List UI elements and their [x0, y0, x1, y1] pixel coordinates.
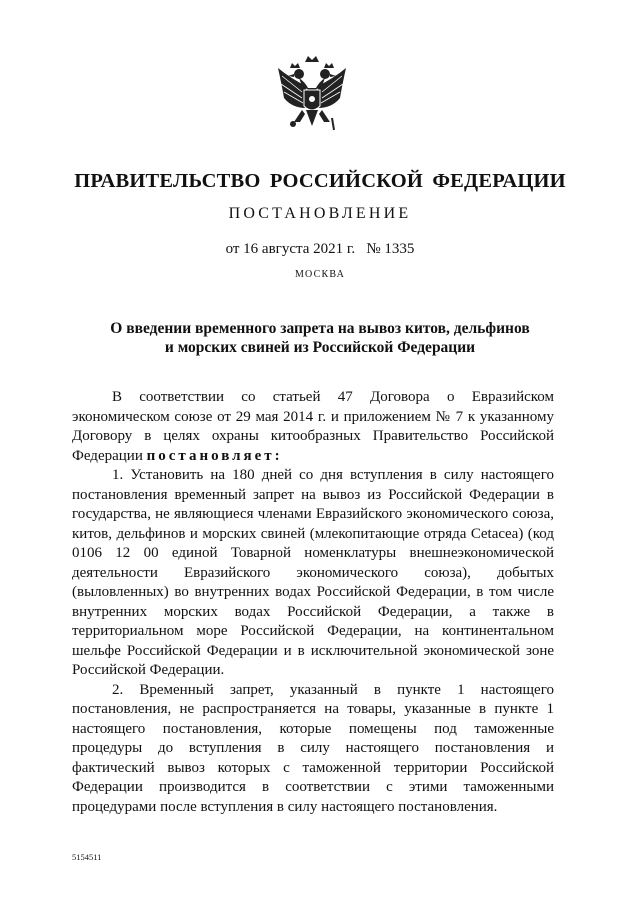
decree-word: постановляет: — [146, 447, 283, 464]
document-body — [72, 388, 554, 817]
document-code: 5154511 — [72, 852, 102, 862]
document-type: ПОСТАНОВЛЕНИЕ — [228, 205, 412, 222]
title-line-1: О введении временного запрета на вывоз китов, дельфинов — [110, 320, 530, 337]
document-date: от 16 августа 2021 г. — [225, 241, 356, 257]
organization-name: ПРАВИТЕЛЬСТВО РОССИЙСКОЙ ФЕДЕРАЦИИ — [74, 170, 566, 192]
item-1-paragraph: 1. Установить на 180 дней со дня вступления в силу настоящего постановления временный запрет на вывоз из Российской Федерации в государства, не являющиеся членами Евразийского экономического союза, китов, дельфинов и морских свиней (млекопитающие отряда Cetacea) (код 0106 12 00 единой Товарной номенклатуры внешнеэкономической деятельности Евразийского экономического союза), добытых (выловленных) во внутренних водах Российской Федерации, в том числе внутренних морских водах Российской Федерации, а также в территориальном море Российской Федерации, на континентальном шельфе Российской Федерации и в исключительной экономической зоне Российской Федерации. — [72, 467, 554, 678]
date-line — [0, 241, 640, 258]
preamble-paragraph — [72, 388, 554, 466]
preamble-text: В соответствии со статьей 47 Договора о Евразийском экономическом союзе от 29 мая 2014 г. и приложением № 7 к указанному Договору в целях охраны китообразных Правительство Российской Федерации — [72, 389, 554, 464]
document-title — [0, 319, 640, 357]
document-number: № 1335 — [366, 241, 415, 257]
item-2-paragraph: 2. Временный запрет, указанный в пункте 1 настоящего постановления, не распространяется на товары, указанные в пункте 1 настоящего постановления, которые помещены под таможенные процедуры до вступления в силу настоящего постановления и фактический вывоз которых с таможенной территории Российской Федерации производится в соответствии с этими таможенными процедурами после вступления в силу настоящего постановления. — [72, 681, 554, 815]
city: МОСКВА — [294, 269, 346, 280]
russian-coat-of-arms-icon — [272, 52, 352, 142]
title-line-2: и морских свиней из Российской Федерации — [164, 339, 476, 356]
